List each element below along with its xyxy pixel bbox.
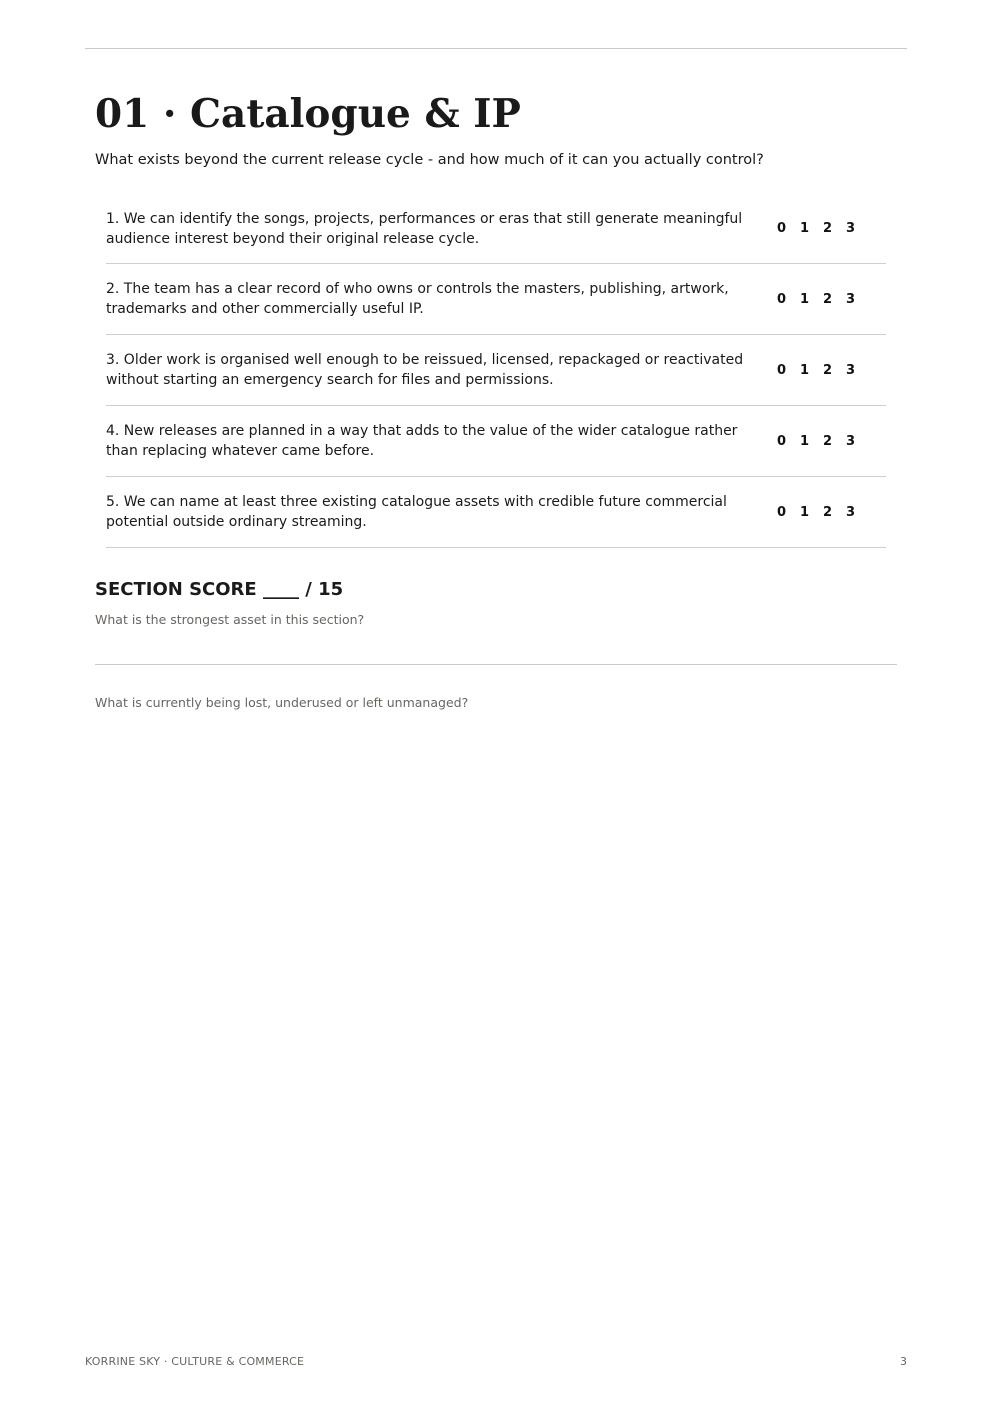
score-option-2[interactable]: 2 [822, 291, 833, 307]
question-row [106, 264, 886, 335]
score-option-2[interactable]: 2 [822, 433, 833, 449]
question-text: 2. The team has a clear record of who owns or controls the masters, publishing, artwork, trademarks and other commercially useful IP. [106, 281, 729, 317]
section-subtitle: What exists beyond the current release cycle - and how much of it can you actually control? [95, 152, 764, 168]
footer-brand: KORRINE SKY · CULTURE & COMMERCE [85, 1355, 305, 1368]
score-options [770, 505, 862, 520]
score-option-1[interactable]: 1 [799, 433, 810, 449]
score-option-2[interactable]: 2 [822, 504, 833, 520]
header-divider [85, 48, 907, 49]
page-number: 3 [900, 1355, 907, 1368]
answer-line[interactable] [95, 664, 897, 665]
score-options [770, 292, 862, 307]
score-options [770, 363, 862, 378]
score-option-1[interactable]: 1 [799, 221, 810, 236]
score-option-0[interactable]: 0 [776, 362, 787, 378]
question-row [106, 477, 886, 548]
question-text: 4. New releases are planned in a way that adds to the value of the wider catalogue rather than replacing whatever came before. [106, 423, 738, 459]
score-option-1[interactable]: 1 [799, 362, 810, 378]
strongest-asset-prompt: What is the strongest asset in this section? [95, 612, 365, 627]
question-text: 5. We can name at least three existing catalogue assets with credible future commercial potential outside ordinary streaming. [106, 494, 727, 530]
question-row [106, 335, 886, 406]
score-option-2[interactable]: 2 [822, 221, 833, 236]
question-list [106, 194, 886, 548]
question-text: 3. Older work is organised well enough to be reissued, licensed, repackaged or reactivated without starting an emergency search for files and permissions. [106, 352, 744, 388]
score-option-3[interactable]: 3 [845, 362, 856, 378]
score-option-1[interactable]: 1 [799, 504, 810, 520]
score-option-1[interactable]: 1 [799, 291, 810, 307]
score-option-3[interactable]: 3 [845, 433, 856, 449]
score-option-3[interactable]: 3 [845, 221, 856, 236]
score-option-0[interactable]: 0 [776, 433, 787, 449]
question-text: 1. We can identify the songs, projects, performances or eras that still generate meaningful audience interest beyond their original release cycle. [106, 210, 743, 247]
score-option-0[interactable]: 0 [776, 504, 787, 520]
question-row [106, 194, 886, 264]
question-row [106, 406, 886, 477]
score-option-0[interactable]: 0 [776, 291, 787, 307]
score-option-2[interactable]: 2 [822, 362, 833, 378]
score-option-3[interactable]: 3 [845, 291, 856, 307]
underused-prompt: What is currently being lost, underused or left unmanaged? [95, 695, 469, 710]
score-option-3[interactable]: 3 [845, 504, 856, 520]
score-options [770, 221, 862, 236]
section-score-label: SECTION SCORE ____ / 15 [95, 579, 344, 600]
section-title: 01 · Catalogue & IP [95, 91, 521, 137]
score-option-0[interactable]: 0 [776, 221, 787, 236]
score-options [770, 434, 862, 449]
